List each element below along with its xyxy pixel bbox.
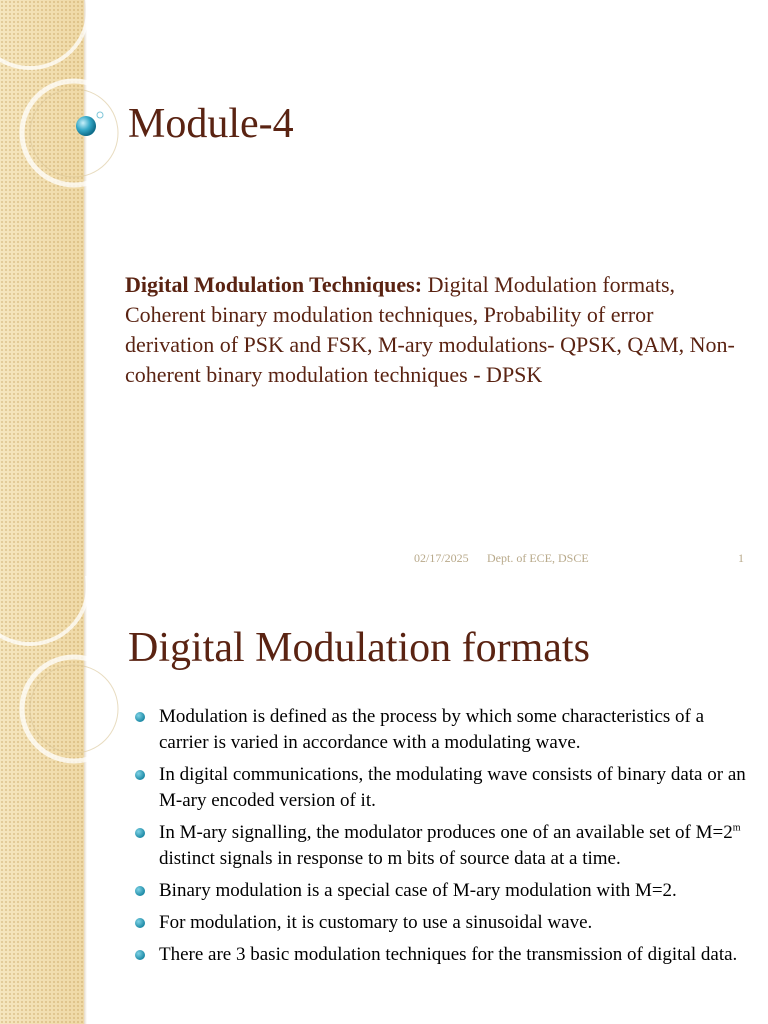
- description-text: Digital Modulation formats, Coherent binary modulation techniques, Probability of error derivation of PSK and FSK, M-ary modulations- QPSK, QAM, Non-coherent binary modulation techniques - DPSK: [125, 272, 735, 387]
- list-item: There are 3 basic modulation techniques for the transmission of digital data.: [133, 942, 753, 968]
- module-description: [125, 270, 740, 390]
- bullet-icon: [135, 770, 145, 780]
- orb-icon: [76, 116, 96, 136]
- decorative-rings: [0, 0, 130, 200]
- bullet-icon: [135, 886, 145, 896]
- list-item: For modulation, it is customary to use a sinusoidal wave.: [133, 910, 753, 936]
- bullet-icon: [135, 950, 145, 960]
- decorative-rings: [0, 576, 130, 776]
- page-title: Module-4: [128, 101, 294, 147]
- bullet-icon: [135, 828, 145, 838]
- list-item: Modulation is defined as the process by which some characteristics of a carrier is varied in accordance with a modulating wave.: [133, 704, 753, 756]
- bullet-icon: [135, 918, 145, 928]
- slide-2: [0, 576, 768, 1024]
- footer-date: 02/17/2025: [414, 551, 469, 565]
- bullet-icon: [135, 712, 145, 722]
- slide-title: Digital Modulation formats: [128, 625, 590, 671]
- description-heading: Digital Modulation Techniques:: [125, 272, 423, 297]
- footer-dept: Dept. of ECE, DSCE: [487, 551, 589, 565]
- bullet-list: [133, 704, 753, 974]
- footer-page-number: 1: [738, 551, 744, 565]
- list-item: Binary modulation is a special case of M-ary modulation with M=2.: [133, 878, 753, 904]
- list-item: In digital communications, the modulating wave consists of binary data or an M-ary encoded version of it.: [133, 762, 753, 814]
- list-item: In M-ary signalling, the modulator produces one of an available set of $M=2^m$ distinct signals in response to m bits of source data at a time.: [133, 820, 753, 872]
